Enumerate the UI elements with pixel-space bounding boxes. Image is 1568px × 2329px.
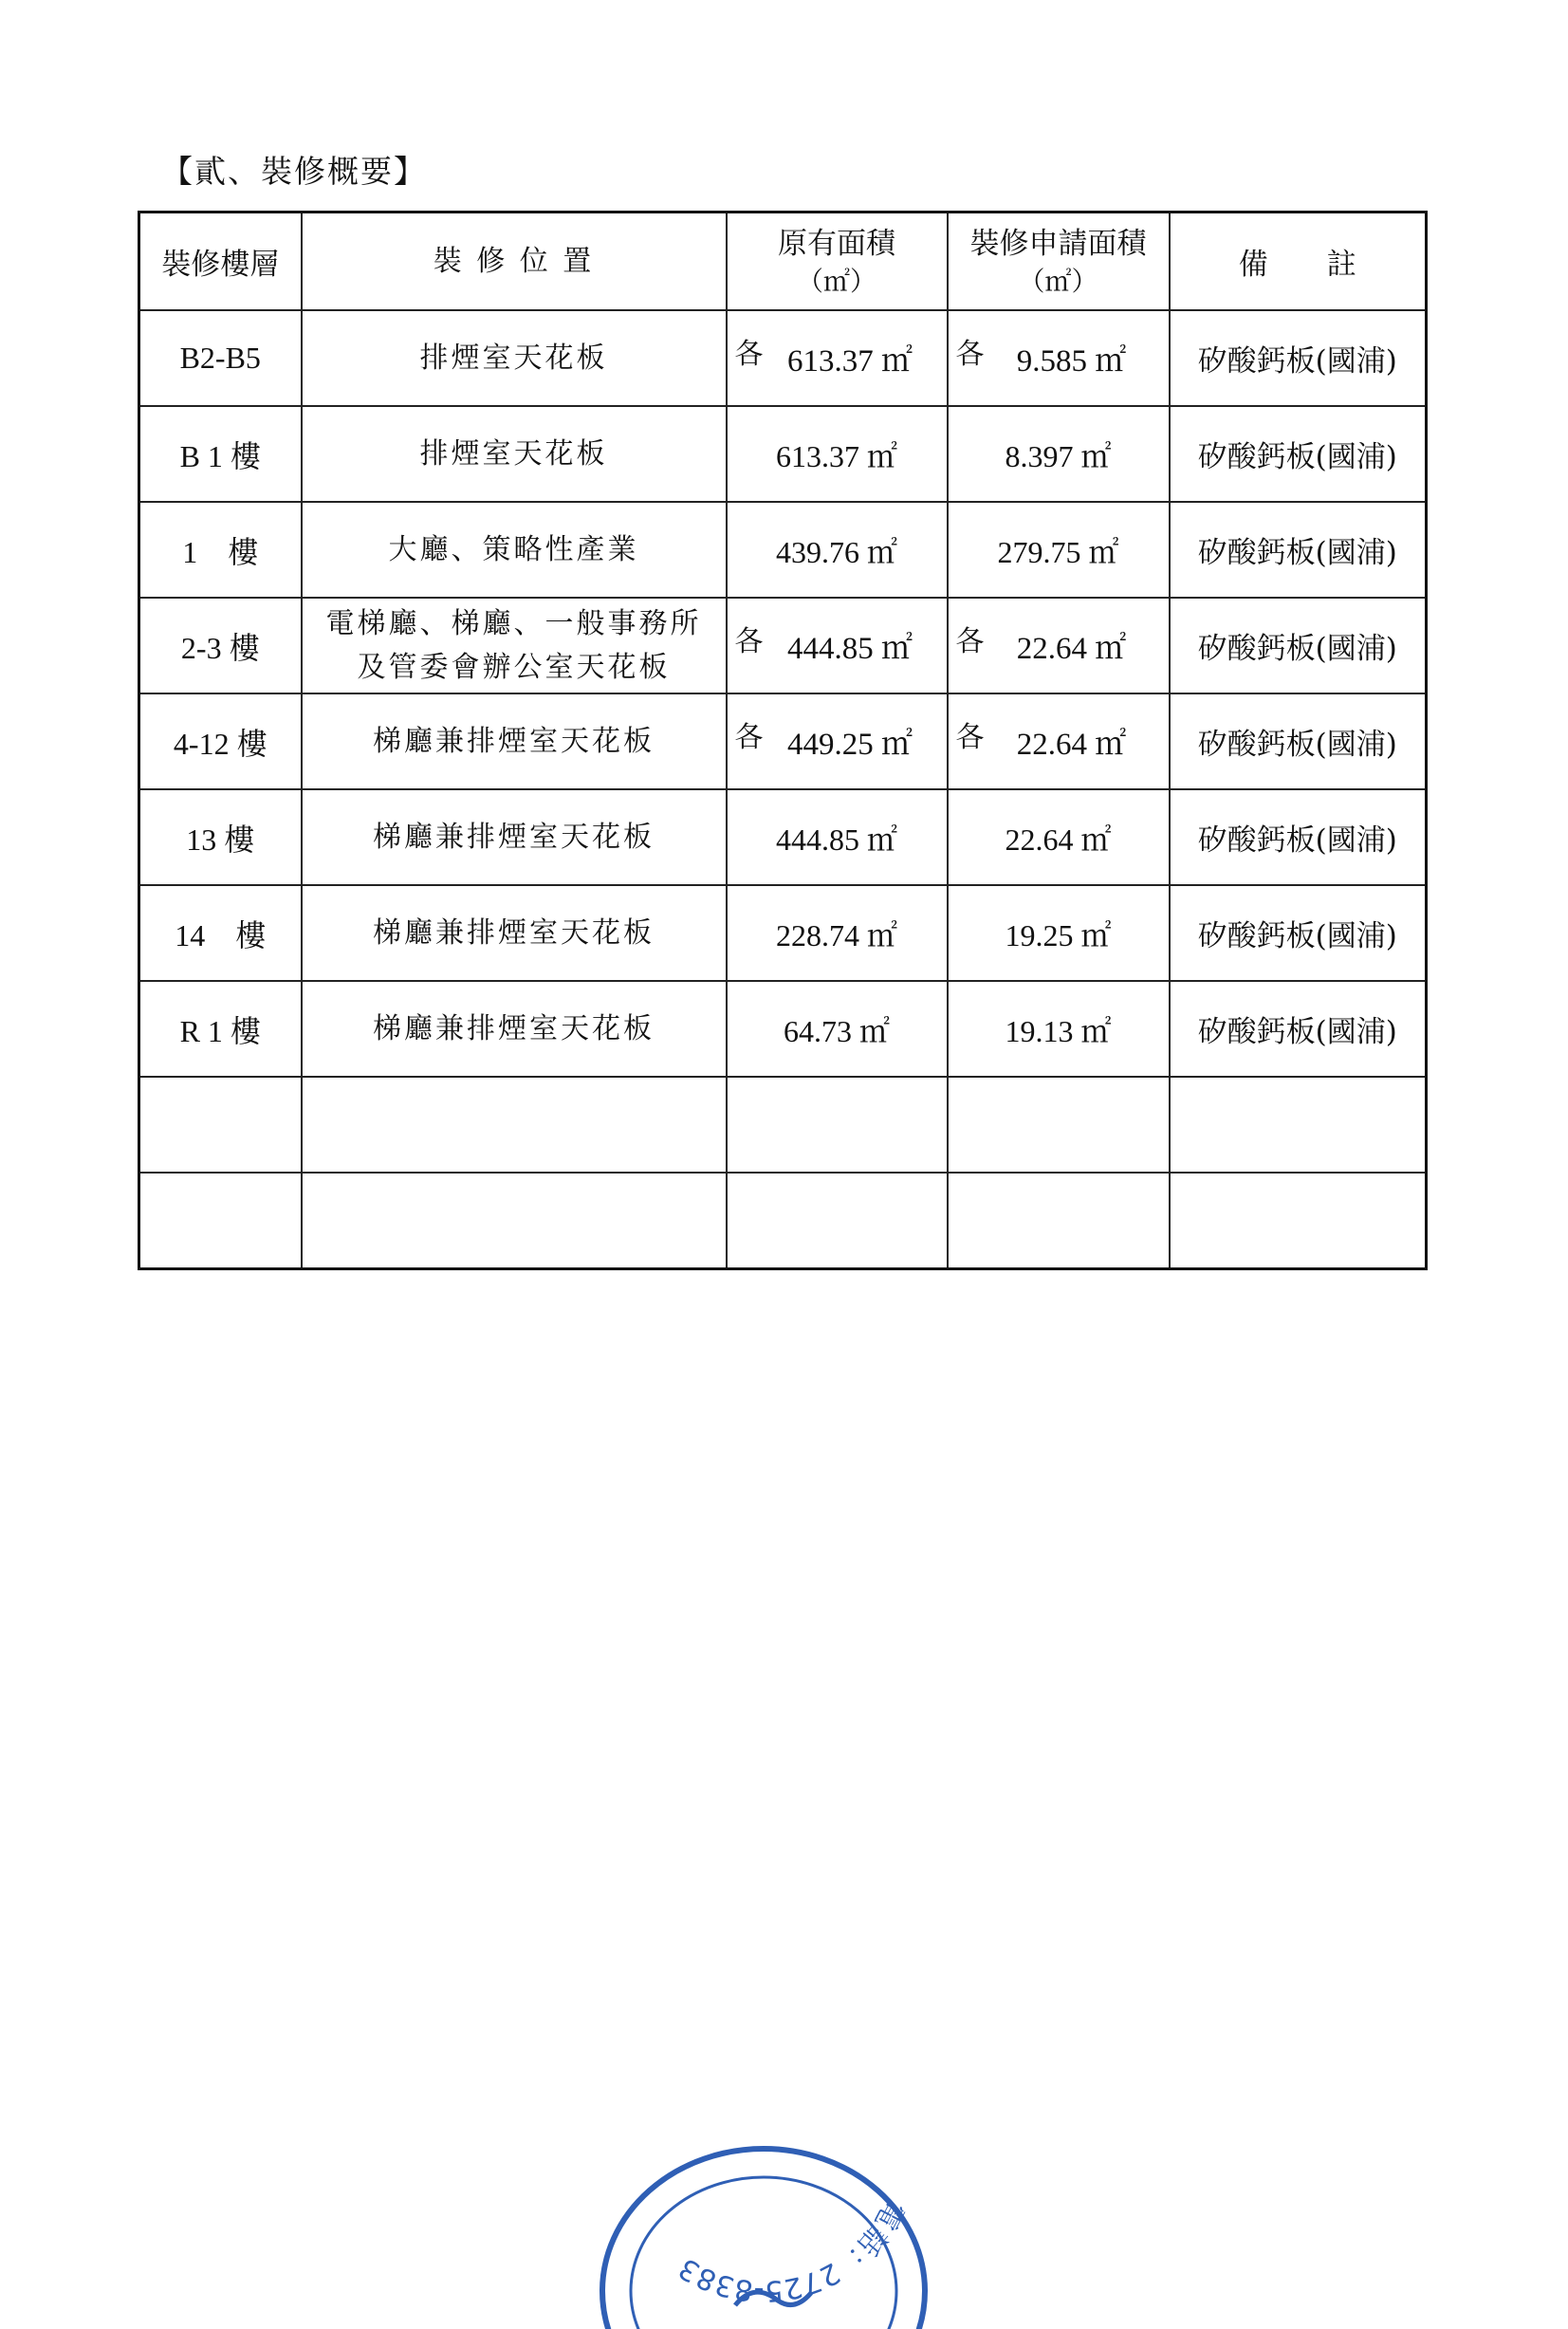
applied-area-cell: 22.64 ㎡ <box>1016 632 1127 666</box>
table-header-row <box>139 213 1427 311</box>
each-mark: 各 <box>955 721 985 754</box>
location-cell: 排煙室天花板 <box>419 341 608 375</box>
header-applied-area-unit: （㎡） <box>1018 267 1098 297</box>
each-mark: 各 <box>955 625 985 658</box>
table-row <box>139 789 1427 885</box>
floor-cell: 4-12 樓 <box>173 726 267 761</box>
location-cell: 排煙室天花板 <box>419 436 608 471</box>
original-area-cell: 64.73 ㎡ <box>783 1013 890 1048</box>
original-area-cell: 444.85 ㎡ <box>787 632 913 666</box>
renovation-summary-table <box>138 211 1428 1270</box>
header-original-area-label: 原有面積 <box>778 226 895 261</box>
table-row <box>139 598 1427 693</box>
note-cell: 矽酸鈣板(國浦) <box>1197 823 1397 858</box>
each-mark: 各 <box>955 338 985 371</box>
header-location-label: 裝 修 位 置 <box>433 244 595 278</box>
note-cell: 矽酸鈣板(國浦) <box>1197 728 1397 762</box>
applied-area-cell: 22.64 ㎡ <box>1005 822 1112 857</box>
original-area-cell: 228.74 ㎡ <box>775 917 897 952</box>
location-cell: 梯廳兼排煙室天花板 <box>373 820 655 854</box>
note-cell: 矽酸鈣板(國浦) <box>1197 536 1397 570</box>
each-mark: 各 <box>734 338 764 371</box>
table-row <box>139 502 1427 598</box>
table-row <box>139 981 1427 1077</box>
floor-cell: 1 樓 <box>182 534 259 569</box>
header-original-area <box>727 213 948 311</box>
header-location <box>302 213 727 311</box>
original-area-cell: 449.25 ㎡ <box>787 728 913 762</box>
location-cell-line2: 及管委會辦公室天花板 <box>357 650 671 684</box>
header-original-area-unit: （㎡） <box>796 267 876 297</box>
location-cell: 梯廳兼排煙室天花板 <box>373 915 655 950</box>
location-cell-line1: 電梯廳、梯廳、一般事務所 <box>325 606 702 640</box>
table-row <box>139 310 1427 406</box>
location-cell: 梯廳兼排煙室天花板 <box>373 1011 655 1045</box>
header-floor-label: 裝修樓層 <box>161 248 280 282</box>
floor-cell: 14 樓 <box>175 917 267 952</box>
floor-cell: B 1 樓 <box>179 438 261 473</box>
applied-area-cell: 9.585 ㎡ <box>1016 344 1127 379</box>
applied-area-cell: 19.13 ㎡ <box>1005 1013 1112 1048</box>
location-cell: 梯廳兼排煙室天花板 <box>373 724 655 758</box>
note-cell: 矽酸鈣板(國浦) <box>1197 440 1397 474</box>
table-row <box>139 406 1427 502</box>
floor-cell: 13 樓 <box>186 822 255 857</box>
applied-area-cell: 8.397 ㎡ <box>1005 438 1112 473</box>
seal-phone-textpath: 電話：2725-8383 <box>673 2194 911 2308</box>
floor-cell: 2-3 樓 <box>180 630 260 665</box>
original-area-cell: 444.85 ㎡ <box>775 822 897 857</box>
original-area-cell: 439.76 ㎡ <box>775 534 897 569</box>
applied-area-cell: 22.64 ㎡ <box>1016 728 1127 762</box>
each-mark: 各 <box>734 721 764 754</box>
section-title: 【貳、裝修概要】 <box>161 153 427 190</box>
each-mark: 各 <box>734 625 764 658</box>
floor-cell: R 1 樓 <box>179 1013 261 1048</box>
note-cell: 矽酸鈣板(國浦) <box>1197 919 1397 953</box>
header-note <box>1170 213 1427 311</box>
original-area-cell: 613.37 ㎡ <box>787 344 913 379</box>
location-cell: 大廳、策略性產業 <box>388 532 639 566</box>
seal-phone-text <box>673 2194 911 2307</box>
company-seal-stamp <box>593 2101 934 2329</box>
header-applied-area-label: 裝修申請面積 <box>969 226 1147 261</box>
header-applied-area <box>948 213 1170 311</box>
table-row-empty <box>139 1173 1427 1269</box>
note-cell: 矽酸鈣板(國浦) <box>1197 632 1397 666</box>
header-floor <box>139 213 302 311</box>
table-row <box>139 885 1427 981</box>
table-row <box>139 693 1427 789</box>
note-cell: 矽酸鈣板(國浦) <box>1197 1015 1397 1049</box>
applied-area-cell: 19.25 ㎡ <box>1005 917 1112 952</box>
floor-cell: B2-B5 <box>179 341 261 375</box>
header-note-label: 備 註 <box>1238 248 1356 282</box>
table-row-empty <box>139 1077 1427 1173</box>
note-cell: 矽酸鈣板(國浦) <box>1197 344 1397 379</box>
original-area-cell: 613.37 ㎡ <box>775 438 897 473</box>
applied-area-cell: 279.75 ㎡ <box>997 534 1119 569</box>
